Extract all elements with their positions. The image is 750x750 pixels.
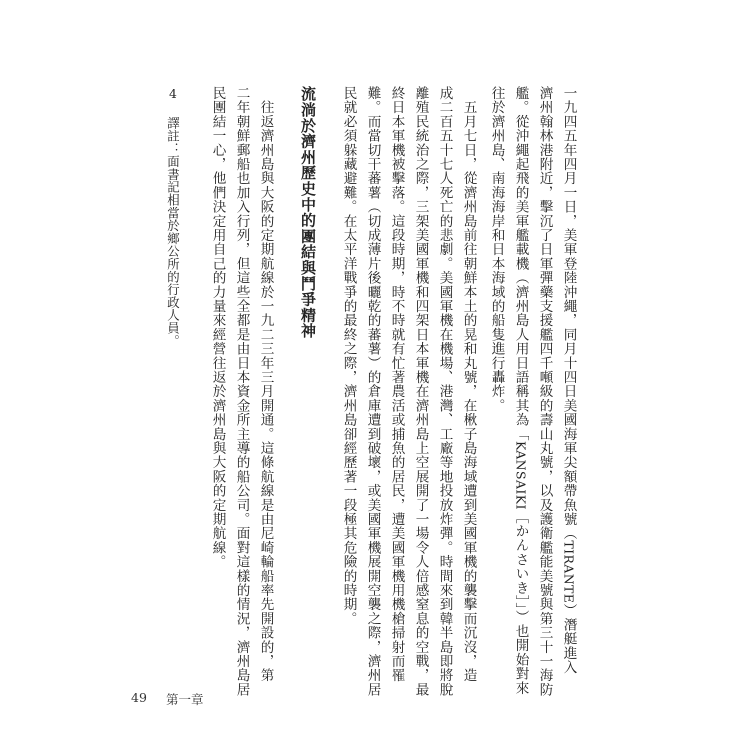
column-text: 五月七日，從濟州島前往朝鮮本土的晃和丸號，在楸子島海域遭到美國軍機的襲擊而沉沒，造 bbox=[460, 86, 477, 683]
column-text: 一九四五年四月一日，美軍登陸沖繩，同月十四日美國海軍尖額帶魚號（ bbox=[560, 86, 577, 541]
text-column bbox=[258, 86, 272, 682]
text-column bbox=[437, 86, 451, 697]
column-number: KANSAIKI bbox=[513, 441, 529, 510]
column-text: 離殖民統治之際，三架美國軍機和四架日本軍機在濟州島上空展開了一場令人倍感窒息的空戰，最 bbox=[412, 86, 429, 697]
column-text: 終日本軍機被擊落。這段時期，時不時就有忙著農活或捕魚的居民，遭美國軍機用機槍掃射而罹 bbox=[388, 86, 405, 683]
text-column bbox=[513, 86, 527, 695]
text-column bbox=[537, 86, 551, 697]
column-text-continued: ［かんさいき］」）也開始對來 bbox=[512, 509, 529, 696]
column-text: 難。而當切干蕃薯（切成薄片後曬乾的蕃薯）的倉庫遭到破壞，或美國軍機展開空襲之際，濟州居 bbox=[364, 86, 381, 697]
text-column bbox=[561, 86, 575, 674]
column-text: 二年朝鮮郵船也加入行列，但這些全都是由日本資金所主導的船公司。面對這樣的情況，濟州島居 bbox=[233, 86, 250, 697]
section-heading bbox=[300, 86, 315, 339]
page-number: 49 bbox=[131, 690, 147, 705]
column-text: 艦。從沖繩起飛的美軍艦載機（濟州島人用日語稱其為「 bbox=[512, 86, 529, 441]
column-text: 成二百五十七人死亡的悲劇。美國軍機在機場、港灣、工廠等地投放炸彈。時間來到韓半島即將脫 bbox=[436, 86, 453, 697]
column-text: 民就必須躲藏避難。在太平洋戰爭的最終之際，濟州島卻經歷著一段極其危險的時期。 bbox=[340, 86, 357, 626]
text-column bbox=[413, 86, 427, 697]
section-heading-text: 流淌於濟州歷史中的團結與鬥爭精神 bbox=[299, 86, 317, 339]
column-text: 往返濟州島與大阪的定期航線於一九二三年三月開通。這條航線是由尼崎輪船率先開設的，第 bbox=[257, 86, 274, 683]
text-column bbox=[489, 86, 503, 413]
column-text: 民團結一心，他們決定用自己的力量來經營往返於濟州島與大阪的定期航線。 bbox=[209, 86, 226, 569]
text-column bbox=[389, 86, 403, 682]
column-text-continued: ）潛艇進入 bbox=[560, 603, 577, 675]
column-text: 往於濟州島、南海海岸和日本海域的船隻進行轟炸。 bbox=[488, 86, 505, 413]
chapter-label: 第一章 bbox=[166, 692, 204, 707]
column-text: 濟州翰林港附近，擊沉了日軍彈藥支援艦四千噸級的壽山丸號，以及護衛艦能美號與第三十一海防 bbox=[536, 86, 553, 697]
text-column bbox=[341, 86, 355, 626]
column-number: TIRANTE bbox=[561, 540, 577, 604]
text-column bbox=[461, 86, 475, 682]
text-column bbox=[234, 86, 248, 697]
footnote bbox=[165, 86, 181, 348]
text-column bbox=[365, 86, 379, 697]
text-column bbox=[210, 86, 224, 569]
footnote-text: 4 譯註：面書記相當於鄉公所的行政人員。 bbox=[165, 86, 181, 348]
